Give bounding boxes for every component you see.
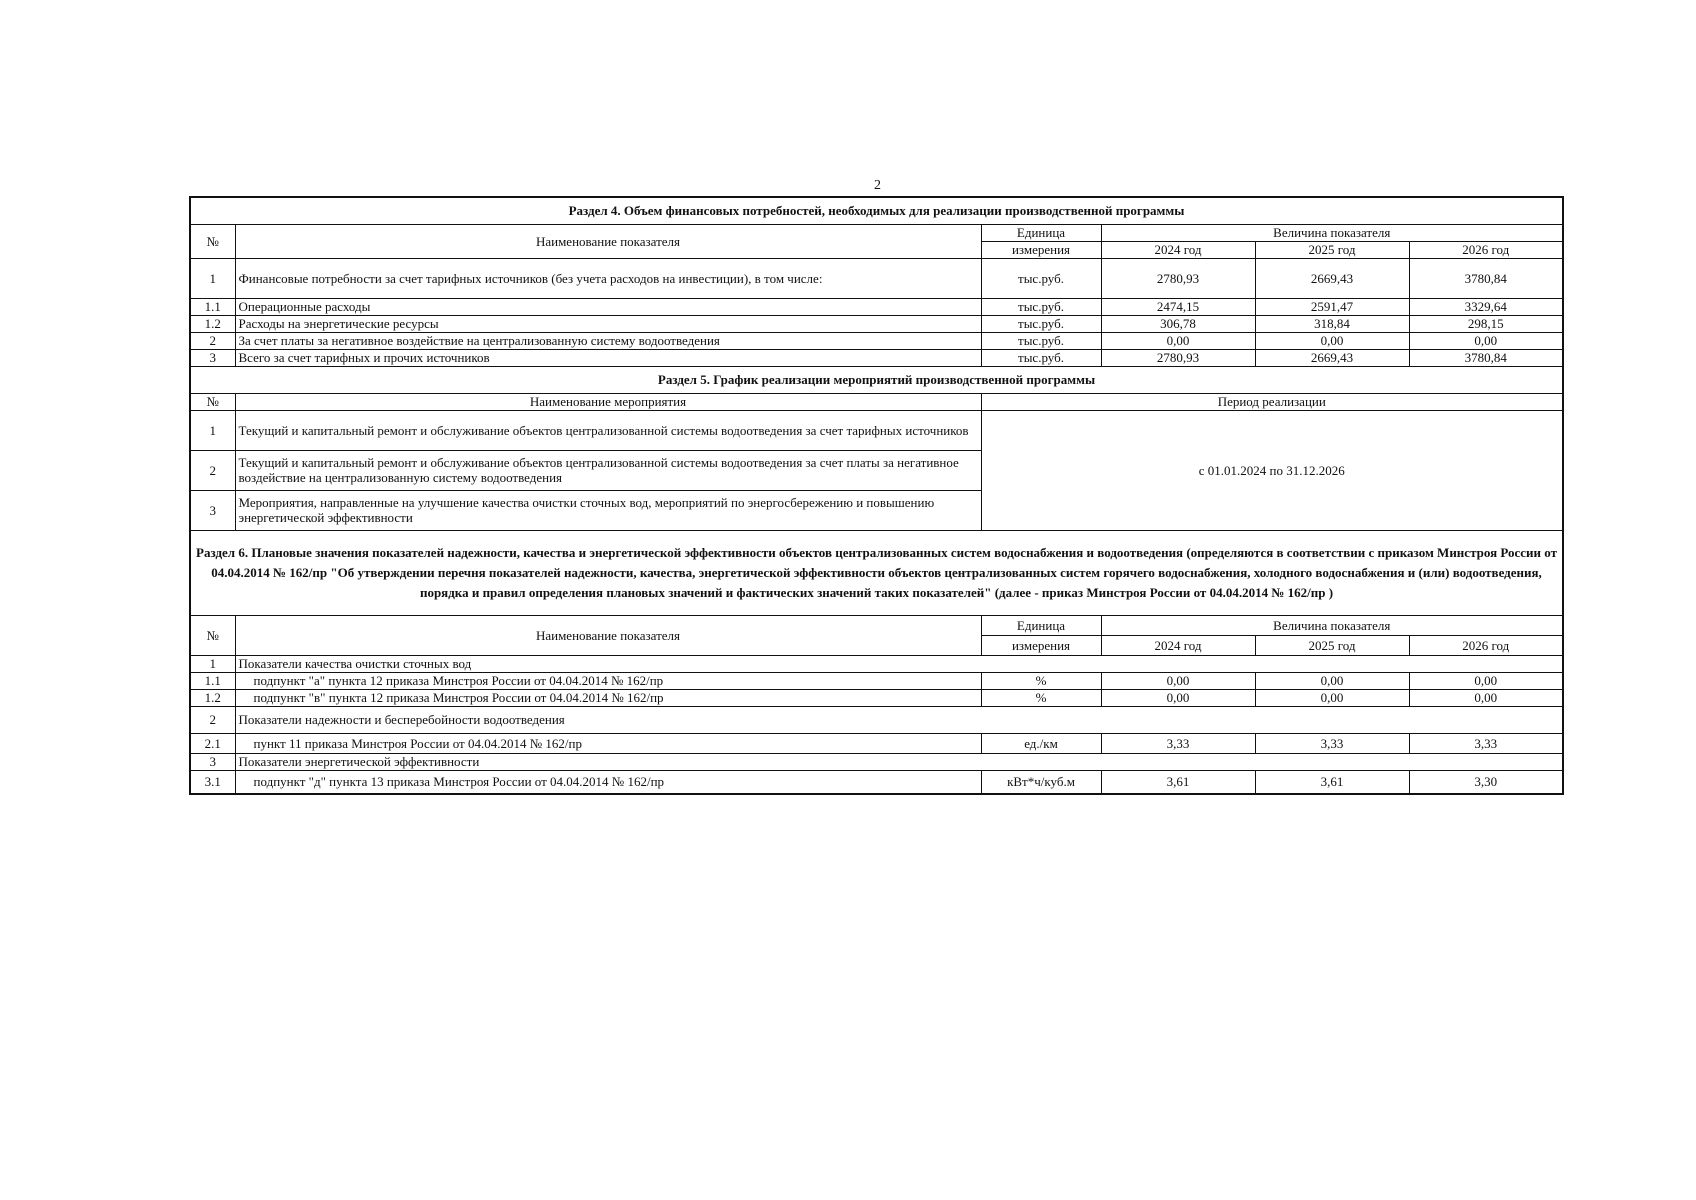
row-value-2025: 3,61	[1255, 770, 1409, 794]
row-unit: тыс.руб.	[981, 298, 1101, 315]
section5-col-period: Период реализации	[981, 393, 1563, 410]
section5-col-name: Наименование мероприятия	[235, 393, 981, 410]
row-group-name: Показатели надежности и бесперебойности водоотведения	[235, 706, 1563, 733]
row-num: 1.2	[190, 315, 235, 332]
row-num: 1.1	[190, 672, 235, 689]
row-num: 2	[190, 706, 235, 733]
row-unit: тыс.руб.	[981, 258, 1101, 298]
row-name: Финансовые потребности за счет тарифных источников (без учета расходов на инвестиции), в том числе:	[235, 258, 981, 298]
row-unit: ед./км	[981, 733, 1101, 753]
row-value-2026: 3780,84	[1409, 258, 1563, 298]
section4-year-2025: 2025 год	[1255, 241, 1409, 258]
row-num: 1.1	[190, 298, 235, 315]
row-value-2024: 2474,15	[1101, 298, 1255, 315]
row-value-2024: 0,00	[1101, 332, 1255, 349]
section4-col-num: №	[190, 224, 235, 258]
table-row	[190, 706, 1563, 733]
row-name: Текущий и капитальный ремонт и обслуживание объектов централизованной системы водоотведения за счет платы за негативное воздействие на централизованную систему водоотведения	[235, 450, 981, 490]
row-unit: тыс.руб.	[981, 349, 1101, 366]
row-value-2025: 0,00	[1255, 689, 1409, 706]
section6-col-num: №	[190, 615, 235, 655]
section4-header-row	[190, 224, 1563, 241]
section4-col-unit-line2: измерения	[981, 241, 1101, 258]
table-row	[190, 315, 1563, 332]
row-value-2026: 0,00	[1409, 332, 1563, 349]
section6-title-row	[190, 530, 1563, 615]
row-unit: тыс.руб.	[981, 315, 1101, 332]
section5-title: Раздел 5. График реализации мероприятий производственной программы	[190, 366, 1563, 393]
section4-title: Раздел 4. Объем финансовых потребностей, необходимых для реализации производственной программы	[190, 197, 1563, 224]
section6-year-2024: 2024 год	[1101, 635, 1255, 655]
row-name: Мероприятия, направленные на улучшение качества очистки сточных вод, мероприятий по энергосбережению и повышению энергетической эффективности	[235, 490, 981, 530]
section4-year-2024: 2024 год	[1101, 241, 1255, 258]
section6-title: Раздел 6. Плановые значения показателей надежности, качества и энергетической эффективности объектов централизованных систем водоснабжения и водоотведения (определяются в соответствии с приказом Минстроя России от 04.04.2014 № 162/пр "Об утверждении перечня показателей надежности, качества, энергетической эффективности объектов централизованных систем горячего водоснабжения, холодного водоснабжения и (или) водоотведения, порядка и правил определения плановых значений и фактических значений таких показателей" (далее - приказ Минстроя России от 04.04.2014 № 162/пр )	[190, 530, 1563, 615]
row-value-2025: 0,00	[1255, 672, 1409, 689]
row-value-2026: 0,00	[1409, 672, 1563, 689]
row-num: 2	[190, 332, 235, 349]
section6-year-2025: 2025 год	[1255, 635, 1409, 655]
row-value-2024: 3,61	[1101, 770, 1255, 794]
row-value-2026: 298,15	[1409, 315, 1563, 332]
table-row	[190, 410, 1563, 450]
section5-header-row	[190, 393, 1563, 410]
section4-col-unit-line1: Единица	[981, 224, 1101, 241]
row-unit: тыс.руб.	[981, 332, 1101, 349]
row-value-2026: 3,30	[1409, 770, 1563, 794]
row-value-2024: 2780,93	[1101, 349, 1255, 366]
section5-period: с 01.01.2024 по 31.12.2026	[981, 410, 1563, 530]
table-row	[190, 298, 1563, 315]
row-num: 1.2	[190, 689, 235, 706]
table-row	[190, 753, 1563, 770]
row-value-2024: 0,00	[1101, 672, 1255, 689]
section4-col-value: Величина показателя	[1101, 224, 1563, 241]
row-value-2026: 3780,84	[1409, 349, 1563, 366]
section4-title-row	[190, 197, 1563, 224]
row-name: Операционные расходы	[235, 298, 981, 315]
document-table	[189, 196, 1564, 795]
row-name: подпункт "д" пункта 13 приказа Минстроя России от 04.04.2014 № 162/пр	[235, 770, 981, 794]
row-value-2024: 0,00	[1101, 689, 1255, 706]
row-name: подпункт "в" пункта 12 приказа Минстроя России от 04.04.2014 № 162/пр	[235, 689, 981, 706]
row-name: Текущий и капитальный ремонт и обслуживание объектов централизованной системы водоотведения за счет тарифных источников	[235, 410, 981, 450]
row-num: 1	[190, 410, 235, 450]
section4-col-name: Наименование показателя	[235, 224, 981, 258]
row-value-2025: 3,33	[1255, 733, 1409, 753]
section4-year-2026: 2026 год	[1409, 241, 1563, 258]
row-num: 3	[190, 349, 235, 366]
row-group-name: Показатели энергетической эффективности	[235, 753, 1563, 770]
section5-col-num: №	[190, 393, 235, 410]
row-value-2025: 2591,47	[1255, 298, 1409, 315]
row-value-2024: 3,33	[1101, 733, 1255, 753]
table-row	[190, 655, 1563, 672]
row-unit: %	[981, 672, 1101, 689]
section5-title-row	[190, 366, 1563, 393]
row-value-2025: 0,00	[1255, 332, 1409, 349]
row-name: подпункт "а" пункта 12 приказа Минстроя России от 04.04.2014 № 162/пр	[235, 672, 981, 689]
row-group-name: Показатели качества очистки сточных вод	[235, 655, 1563, 672]
row-name: За счет платы за негативное воздействие на централизованную систему водоотведения	[235, 332, 981, 349]
row-num: 3.1	[190, 770, 235, 794]
table-row	[190, 332, 1563, 349]
row-value-2025: 2669,43	[1255, 258, 1409, 298]
row-value-2024: 2780,93	[1101, 258, 1255, 298]
table-row	[190, 770, 1563, 794]
table-row	[190, 672, 1563, 689]
page-number: 2	[874, 178, 881, 193]
row-value-2024: 306,78	[1101, 315, 1255, 332]
row-num: 2	[190, 450, 235, 490]
section6-col-name: Наименование показателя	[235, 615, 981, 655]
row-value-2026: 3329,64	[1409, 298, 1563, 315]
section6-col-unit-line2: измерения	[981, 635, 1101, 655]
table-row	[190, 689, 1563, 706]
table-row	[190, 258, 1563, 298]
row-unit: кВт*ч/куб.м	[981, 770, 1101, 794]
row-num: 1	[190, 258, 235, 298]
row-num: 2.1	[190, 733, 235, 753]
table-row	[190, 733, 1563, 753]
row-name: пункт 11 приказа Минстроя России от 04.04.2014 № 162/пр	[235, 733, 981, 753]
row-name: Всего за счет тарифных и прочих источников	[235, 349, 981, 366]
section6-year-2026: 2026 год	[1409, 635, 1563, 655]
row-value-2026: 3,33	[1409, 733, 1563, 753]
row-num: 3	[190, 490, 235, 530]
row-value-2025: 318,84	[1255, 315, 1409, 332]
table-row	[190, 349, 1563, 366]
row-num: 1	[190, 655, 235, 672]
row-unit: %	[981, 689, 1101, 706]
row-value-2026: 0,00	[1409, 689, 1563, 706]
row-num: 3	[190, 753, 235, 770]
row-name: Расходы на энергетические ресурсы	[235, 315, 981, 332]
row-value-2025: 2669,43	[1255, 349, 1409, 366]
section6-col-unit-line1: Единица	[981, 615, 1101, 635]
section6-header-row	[190, 615, 1563, 635]
section6-col-value: Величина показателя	[1101, 615, 1563, 635]
